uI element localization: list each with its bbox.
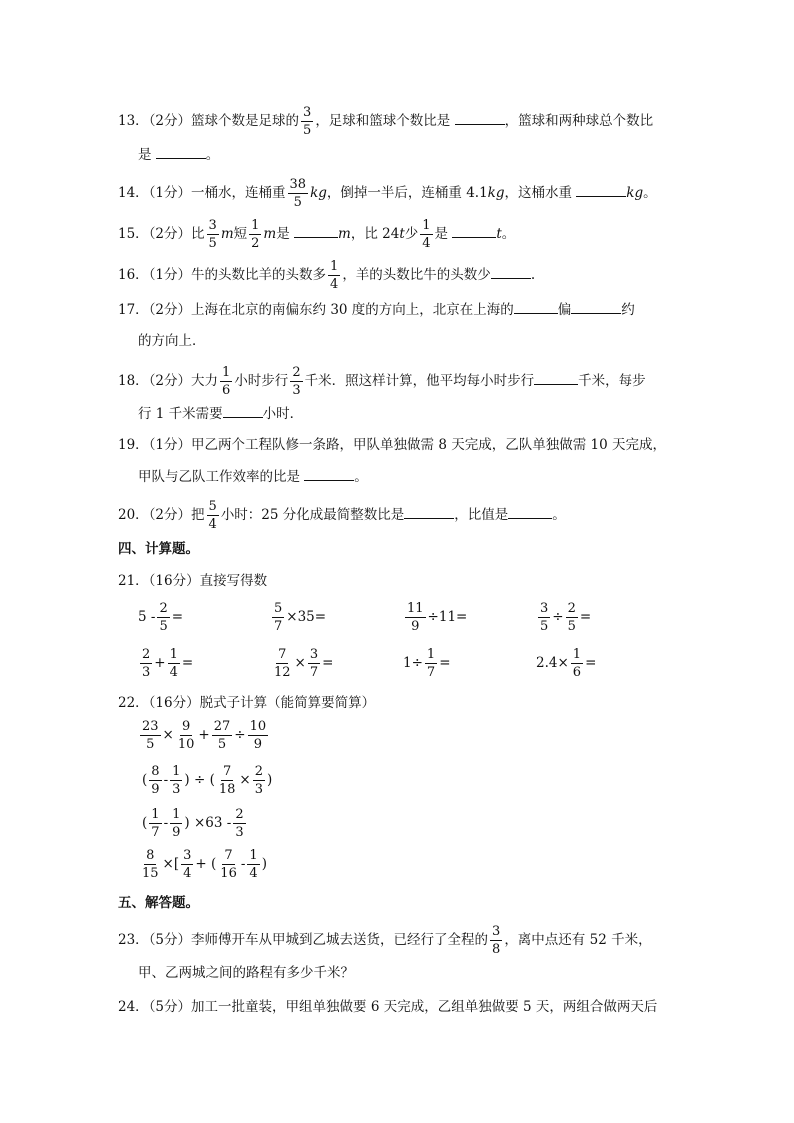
q17-number: 17．	[118, 302, 149, 318]
answer-blank[interactable]	[571, 299, 621, 314]
q24-text: 加工一批童装，甲组单独做要 6 天完成，乙组单独做要 5 天，两组合做两天后	[191, 999, 658, 1015]
q13-text: 。	[205, 147, 220, 163]
q14-number: 14．	[118, 185, 149, 201]
q15-text: 短	[233, 226, 248, 242]
question-18	[118, 366, 646, 397]
unit: kg	[626, 185, 644, 201]
answer-blank[interactable]	[514, 299, 558, 314]
fraction: $\frac{3}{5}$	[208, 218, 217, 251]
q18-text: 小时．	[262, 406, 304, 422]
q16-score: （1分）	[148, 267, 192, 283]
q16-text: 牛的头数比羊的头数多	[191, 267, 327, 283]
q13-text: ，足球和篮球个数比是	[315, 113, 451, 129]
answer-blank[interactable]	[156, 144, 206, 159]
question-14	[118, 178, 657, 209]
q14-score: （1分）	[148, 185, 192, 201]
q15-text: 比	[191, 226, 205, 242]
question-17	[118, 299, 635, 320]
q23-text: ，离中点还有 52 千米，	[504, 932, 652, 948]
answer-blank[interactable]	[223, 403, 263, 418]
answer-blank[interactable]	[534, 370, 578, 385]
q21-item-1: 5 - $\frac{2}{5}$ =	[138, 601, 184, 634]
q22-expression-3: ( $\frac{1}{7}$ - $\frac{1}{9}$ ) ×63 - $\frac{2}{3}$	[142, 807, 244, 840]
q14-text: ，这桶水重	[504, 185, 572, 201]
answer-blank[interactable]	[294, 223, 338, 238]
q19-number: 19．	[118, 437, 149, 453]
fraction: $\frac{3}{5}$	[303, 105, 312, 138]
q17-text: 的方向上．	[138, 333, 206, 349]
q20-text: 。	[552, 507, 566, 523]
q23-text: 李师傅开车从甲城到乙城去送货，已经行了全程的	[191, 932, 489, 948]
q20-text: 小时：25 分化成最简整数比是	[220, 507, 405, 523]
q13-number: 13．	[118, 113, 149, 129]
q22-expression-4: $\frac{8}{15}$ ×[ $\frac{3}{4}$ + ( $\frac{7}{16}$ - $\frac{1}{4}$ )	[142, 848, 267, 881]
q16-number: 16．	[118, 267, 149, 283]
question-19	[118, 435, 666, 455]
q15-score: （2分）	[148, 226, 192, 242]
answer-blank[interactable]	[452, 223, 496, 238]
q18-text: 千米，每步	[578, 373, 646, 389]
fraction: $\frac{1}{4}$	[422, 218, 431, 251]
question-21-heading: 21．（16分）直接写得数	[118, 573, 268, 589]
q23-score: （5分）	[148, 932, 192, 948]
q17-score: （2分）	[148, 302, 192, 318]
fraction: $\frac{1}{2}$	[251, 218, 260, 251]
question-18-cont	[138, 403, 303, 424]
unit: t	[496, 226, 502, 242]
answer-blank[interactable]	[455, 110, 505, 125]
q13-text: 是	[138, 147, 152, 163]
fraction: $\frac{1}{4}$	[330, 259, 339, 292]
question-20	[118, 500, 566, 531]
q16-text: ，羊的头数比牛的头数少	[342, 267, 491, 283]
q18-text: 行 1 千米需要	[138, 406, 223, 422]
q21-item-4: $\frac{3}{5}$ ÷ $\frac{2}{5}$ =	[540, 601, 592, 634]
question-16	[118, 260, 535, 291]
q23-text: 甲、乙两城之间的路程有多少千米？	[138, 965, 354, 981]
q20-text: ，比值是	[454, 507, 509, 523]
unit: kg	[310, 185, 327, 201]
question-23-cont	[138, 963, 354, 983]
q15-text: 少	[404, 226, 419, 242]
fraction: $\frac{1}{6}$	[222, 365, 231, 398]
q18-score: （2分）	[148, 373, 192, 389]
question-17-cont	[138, 331, 206, 351]
q20-text: 把	[191, 507, 205, 523]
q17-text: 约	[621, 302, 635, 318]
fraction: $\frac{5}{4}$	[208, 499, 217, 532]
section-heading-5: 五、解答题。	[118, 895, 199, 911]
fraction: $\frac{2}{3}$	[292, 365, 301, 398]
q13-text: ，篮球和两种球总个数比	[504, 113, 654, 129]
q20-number: 20．	[118, 507, 149, 523]
q24-number: 24．	[118, 999, 149, 1015]
q22-expression-2: ( $\frac{8}{9}$ - $\frac{1}{3}$ ) ÷ ( $\frac{7}{18}$ × $\frac{2}{3}$ )	[142, 764, 273, 797]
question-13	[118, 106, 653, 137]
q18-text: 小时步行	[234, 373, 289, 389]
fraction: $\frac{3}{8}$	[492, 924, 501, 957]
question-15	[118, 219, 515, 250]
q17-text: 上海在北京的南偏东约 30 度的方向上，北京在上海的	[191, 302, 514, 318]
q18-text: 大力	[191, 373, 219, 389]
q21-item-8: 2.4× $\frac{1}{6}$ =	[536, 647, 597, 680]
q13-text: 篮球个数是足球的	[191, 113, 300, 129]
question-19-cont	[138, 466, 368, 487]
q17-text: 偏	[557, 302, 572, 318]
answer-blank[interactable]	[508, 504, 552, 519]
unit: kg	[487, 185, 505, 201]
q14-text: 。	[643, 185, 657, 201]
q19-text: 甲乙两个工程队修一条路，甲队单独做需 8 天完成，乙队单独做需 10 天完成，	[191, 437, 666, 453]
q18-text: 千米．照这样计算，他平均每小时步行	[304, 373, 535, 389]
section-heading-4: 四、计算题。	[118, 541, 199, 557]
q19-score: （1分）	[148, 437, 192, 453]
q15-text: ，比 24	[350, 226, 400, 242]
answer-blank[interactable]	[491, 264, 531, 279]
q21-item-2: $\frac{5}{7}$ ×35=	[274, 601, 327, 634]
question-24	[118, 997, 657, 1017]
q15-number: 15．	[118, 226, 149, 242]
answer-blank[interactable]	[576, 182, 626, 197]
unit: m	[220, 226, 234, 242]
q24-score: （5分）	[148, 999, 192, 1015]
question-13-cont	[138, 144, 219, 165]
answer-blank[interactable]	[304, 466, 354, 481]
answer-blank[interactable]	[404, 504, 454, 519]
unit: t	[399, 226, 405, 242]
question-22-heading: 22．（16分）脱式子计算（能简算要简算）	[118, 695, 376, 711]
q18-number: 18．	[118, 373, 149, 389]
q22-expression-1: $\frac{23}{5}$ × $\frac{9}{10}$ + $\frac{27}{5}$ ÷ $\frac{10}{9}$	[142, 719, 267, 752]
q15-text: 。	[501, 226, 516, 242]
q21-item-5: $\frac{2}{3}$ + $\frac{1}{4}$ =	[142, 647, 194, 680]
q20-score: （2分）	[148, 507, 192, 523]
q19-text: 。	[354, 469, 368, 485]
unit: m	[338, 226, 351, 242]
unit: m	[263, 226, 277, 242]
q21-item-3: $\frac{11}{9}$ ÷11=	[407, 601, 468, 634]
q23-number: 23．	[118, 932, 149, 948]
q14-text: 一桶水，连桶重	[191, 185, 286, 201]
q13-score: （2分）	[148, 113, 192, 129]
q15-text: 是	[276, 226, 290, 242]
fraction: $\frac{38}{5}$	[289, 177, 307, 210]
q16-text: .	[530, 267, 536, 283]
q21-item-7: 1÷ $\frac{1}{7}$ =	[403, 647, 451, 680]
question-23	[118, 925, 652, 956]
q14-text: ，倒掉一半后，连桶重 4.1	[326, 185, 488, 201]
q19-text: 甲队与乙队工作效率的比是	[138, 469, 300, 485]
q15-text: 是	[434, 226, 449, 242]
q21-item-6: $\frac{7}{12}$ × $\frac{3}{7}$ =	[274, 647, 334, 680]
